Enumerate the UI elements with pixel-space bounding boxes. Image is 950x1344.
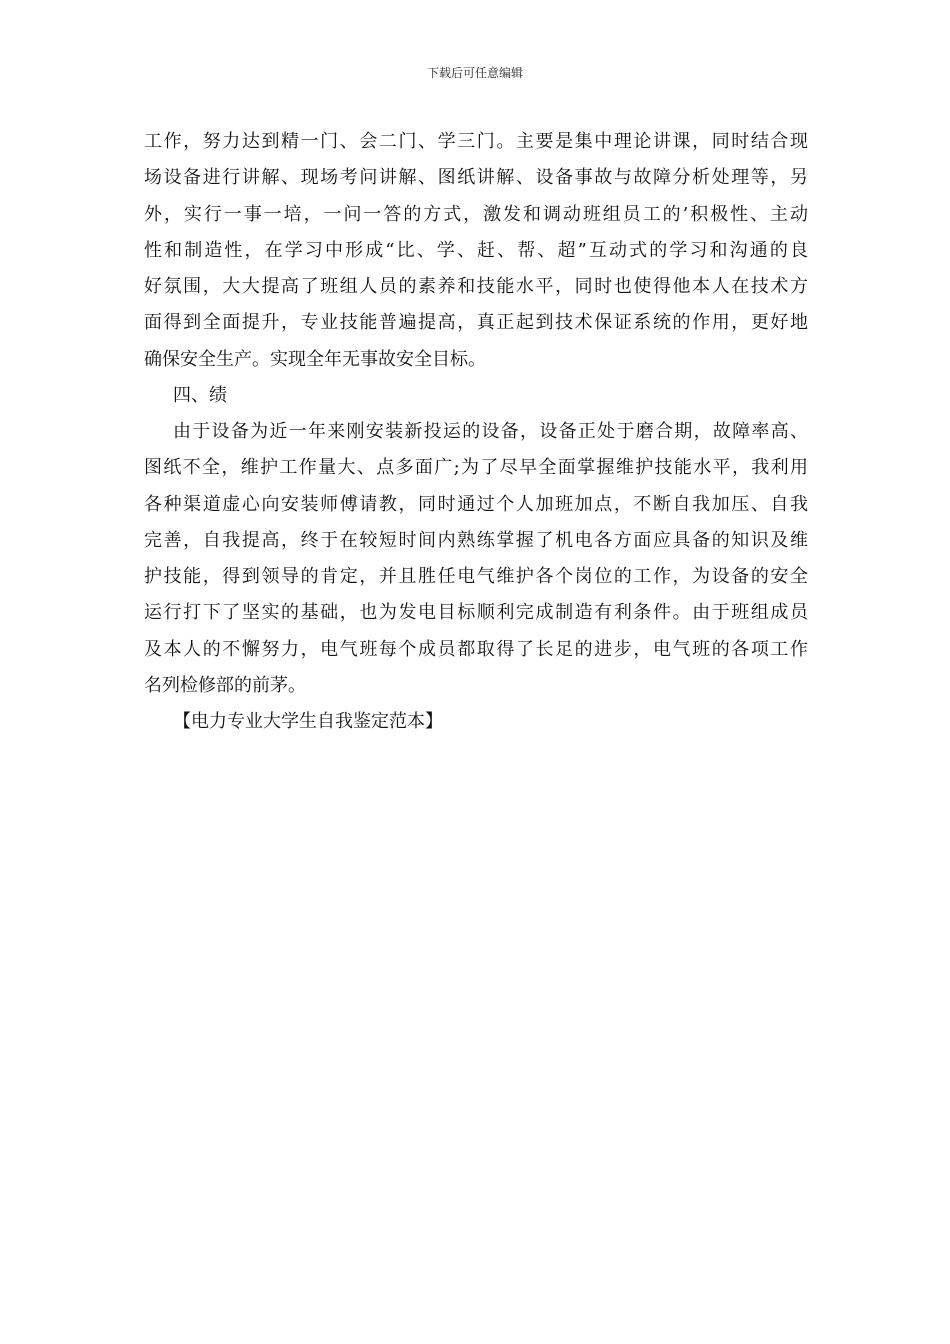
page-header: 下载后可任意编辑	[426, 66, 523, 80]
document-body	[144, 124, 808, 740]
text-line: 及本人的不懈努力，电气班每个成员都取得了长足的进步，电气班的各项工作	[144, 638, 808, 660]
paragraph-training	[144, 124, 808, 378]
text-line: 由于设备为近一年来刚安装新投运的设备，设备正处于磨合期，故障率高、	[173, 421, 808, 442]
text-line: 运行打下了坚实的基础，也为发电目标顺利完成制造有利条件。由于班组成员	[144, 602, 808, 624]
text-line: 场设备进行讲解、现场考问讲解、图纸讲解、设备事故与故障分析处理等，另	[144, 167, 808, 189]
text-line: 图纸不全，维护工作量大、点多面广;为了尽早全面掌握维护技能水平，我利用	[144, 457, 808, 479]
text-line: 名列检修部的前茅。	[144, 674, 306, 696]
text-line: 工作，努力达到精一门、会二门、学三门。主要是集中理论讲课，同时结合现	[144, 131, 808, 152]
document-title-footer: 【电力专业大学生自我鉴定范本】	[173, 711, 443, 732]
text-line: 性和制造性，在学习中形成“比、学、赶、帮、超”互动式的学习和沟通的良	[144, 239, 808, 261]
text-line: 完善，自我提高，终于在较短时间内熟练掌握了机电各方面应具备的知识及维	[144, 529, 808, 551]
text-line: 面得到全面提升，专业技能普遍提高，真正起到技术保证系统的作用，更好地	[144, 312, 808, 334]
section-heading: 四、绩	[173, 384, 227, 406]
paragraph-achievements	[144, 414, 808, 704]
text-line: 护技能，得到领导的肯定，并且胜任电气维护各个岗位的工作，为设备的安全	[144, 566, 808, 587]
text-line: 好氛围，大大提高了班组人员的素养和技能水平，同时也使得他本人在技术方	[144, 276, 808, 297]
text-line: 外，实行一事一培，一问一答的方式，激发和调动班组员工的’积极性、主动	[144, 203, 808, 225]
text-line: 确保安全生产。实现全年无事故安全目标。	[144, 348, 486, 370]
text-line: 各种渠道虚心向安装师傅请教，同时通过个人加班加点，不断自我加压、自我	[144, 493, 808, 515]
